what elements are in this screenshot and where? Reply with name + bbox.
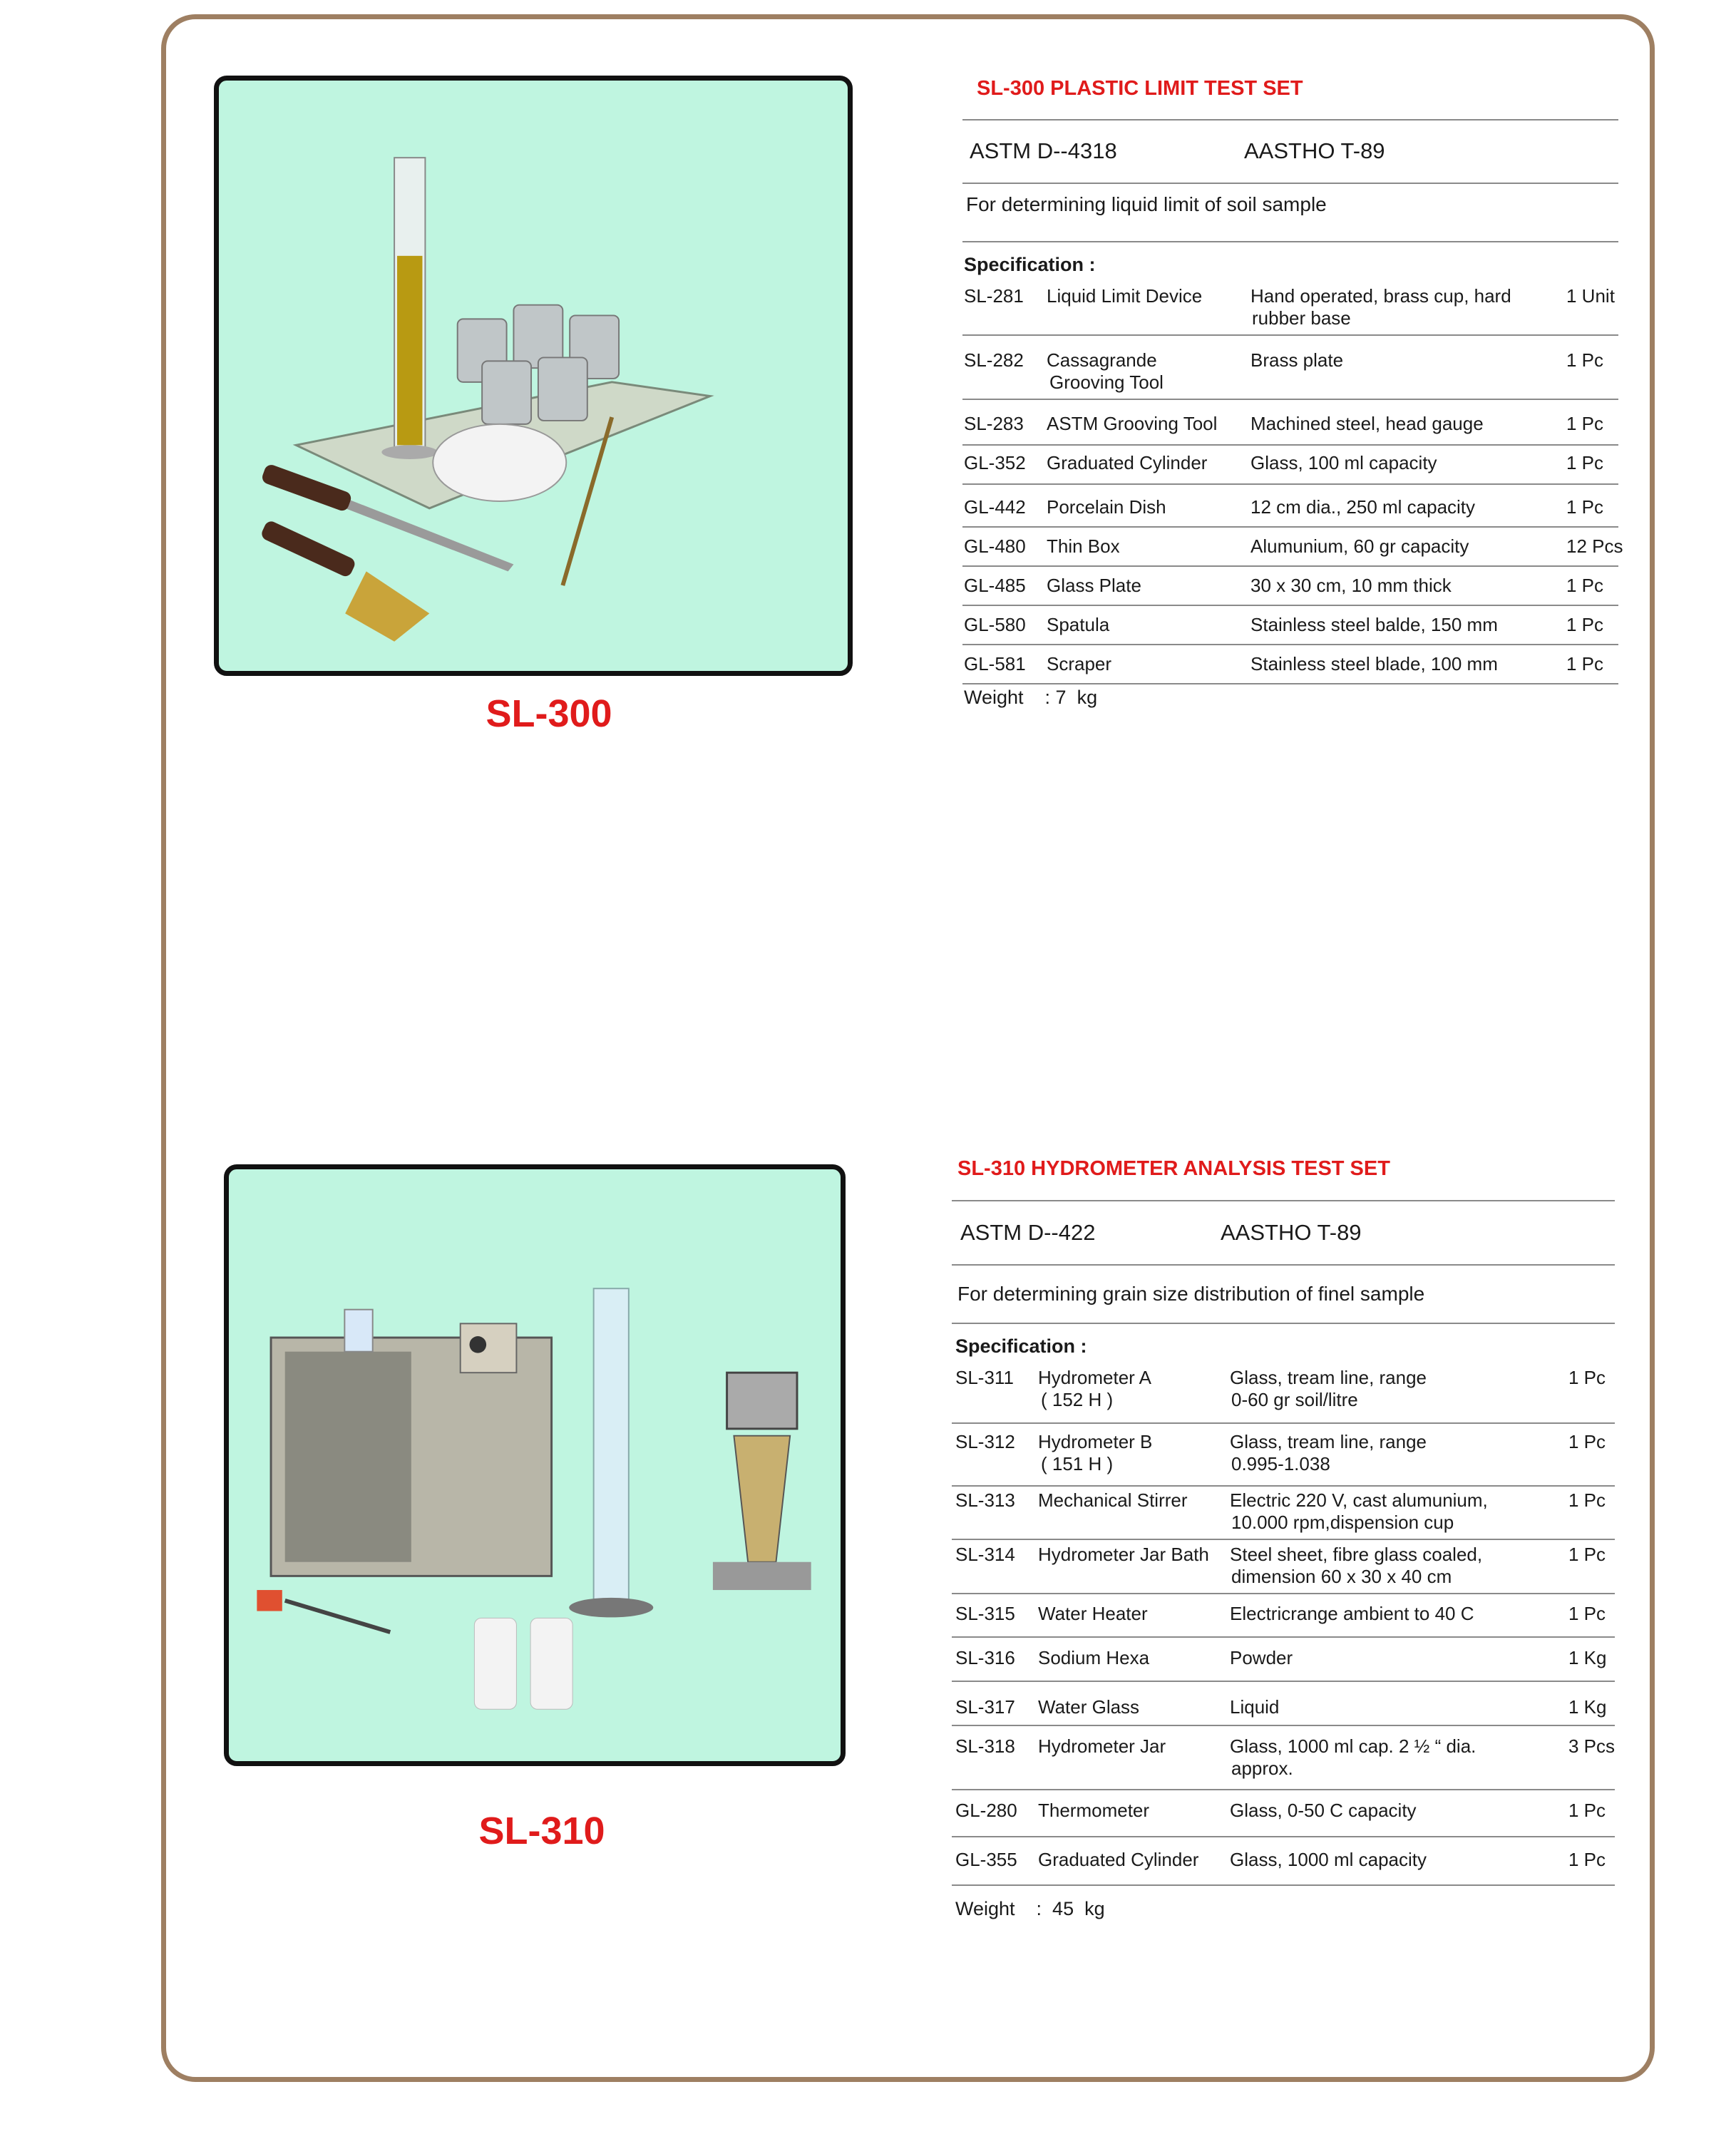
item-quantity: 1 Pc <box>1566 653 1604 674</box>
item-quantity: 12 Pcs <box>1566 535 1623 557</box>
item-description-line2: approx. <box>1231 1758 1293 1779</box>
divider <box>962 334 1618 336</box>
spec-row <box>955 1603 1633 1653</box>
item-quantity: 1 Pc <box>1568 1603 1606 1624</box>
divider <box>952 1836 1615 1837</box>
item-name: Hydrometer Jar Bath <box>1038 1544 1209 1565</box>
item-description-line2: 10.000 rpm,dispension cup <box>1231 1512 1454 1533</box>
divider <box>952 1323 1615 1324</box>
sl310-product-photo <box>224 1164 846 1766</box>
item-name: Sodium Hexa <box>1038 1647 1150 1668</box>
sl310-description: For determining grain size distribution of finel sample <box>957 1283 1425 1305</box>
item-code: SL-313 <box>955 1489 1015 1511</box>
divider <box>952 1593 1615 1594</box>
divider <box>962 444 1618 446</box>
item-quantity: 1 Pc <box>1568 1489 1606 1511</box>
item-name: Water Glass <box>1038 1696 1140 1718</box>
spec-row <box>955 1544 1633 1594</box>
sl310-aastho-standard: AASTHO T-89 <box>1221 1220 1362 1245</box>
spec-row <box>955 1489 1633 1539</box>
item-name: ASTM Grooving Tool <box>1047 413 1218 434</box>
divider <box>962 526 1618 528</box>
sl310-weight: Weight : 45 kg <box>955 1898 1105 1919</box>
item-description: Powder <box>1230 1647 1293 1668</box>
item-name: Thermometer <box>1038 1800 1150 1821</box>
sl300-spec-label: Specification : <box>964 254 1096 275</box>
item-description: Stainless steel balde, 150 mm <box>1250 614 1498 635</box>
item-quantity: 1 Pc <box>1568 1800 1606 1821</box>
item-code: SL-318 <box>955 1735 1015 1757</box>
item-code: SL-311 <box>955 1367 1014 1388</box>
spec-row <box>964 285 1641 335</box>
item-description: Glass, 1000 ml capacity <box>1230 1849 1427 1870</box>
divider <box>962 483 1618 485</box>
item-name: Hydrometer Jar <box>1038 1735 1166 1757</box>
divider <box>952 1485 1615 1487</box>
divider <box>952 1422 1615 1424</box>
item-description: Hand operated, brass cup, hard <box>1250 285 1511 307</box>
item-description: Glass, tream line, range <box>1230 1367 1427 1388</box>
item-code: GL-355 <box>955 1849 1017 1870</box>
item-code: GL-352 <box>964 452 1026 473</box>
item-name: Mechanical Stirrer <box>1038 1489 1188 1511</box>
item-name: Thin Box <box>1047 535 1120 557</box>
divider <box>952 1636 1615 1638</box>
item-description: 12 cm dia., 250 ml capacity <box>1250 496 1476 518</box>
item-name: Spatula <box>1047 614 1110 635</box>
spec-row <box>955 1647 1633 1697</box>
item-quantity: 1 Pc <box>1566 413 1604 434</box>
sl310-model-label: SL-310 <box>478 1810 605 1852</box>
divider <box>952 1725 1615 1726</box>
item-code: SL-312 <box>955 1431 1015 1452</box>
item-code: SL-281 <box>964 285 1024 307</box>
sl300-product-photo <box>214 76 853 676</box>
divider <box>952 1789 1615 1790</box>
item-name: Graduated Cylinder <box>1047 452 1208 473</box>
item-quantity: 1 Pc <box>1566 349 1604 371</box>
item-code: GL-485 <box>964 575 1026 596</box>
item-name-line2: ( 152 H ) <box>1041 1389 1114 1410</box>
sl300-title: SL-300 PLASTIC LIMIT TEST SET <box>977 77 1303 100</box>
divider <box>962 565 1618 567</box>
item-quantity: 1 Kg <box>1568 1647 1607 1668</box>
item-name-line2: Grooving Tool <box>1049 371 1164 393</box>
sl300-aastho-standard: AASTHO T-89 <box>1244 138 1385 163</box>
item-name: Porcelain Dish <box>1047 496 1166 518</box>
item-description: Glass, 0-50 C capacity <box>1230 1800 1417 1821</box>
sl310-title: SL-310 HYDROMETER ANALYSIS TEST SET <box>957 1157 1390 1180</box>
divider <box>962 241 1618 242</box>
sl310-spec-label: Specification : <box>955 1335 1087 1357</box>
item-name: Glass Plate <box>1047 575 1141 596</box>
sl300-description: For determining liquid limit of soil sample <box>966 193 1327 215</box>
item-quantity: 1 Pc <box>1568 1431 1606 1452</box>
spec-row <box>964 349 1641 399</box>
item-quantity: 1 Pc <box>1568 1544 1606 1565</box>
divider <box>962 399 1618 400</box>
item-code: SL-314 <box>955 1544 1015 1565</box>
item-description: Glass, tream line, range <box>1230 1431 1427 1452</box>
item-description: Alumunium, 60 gr capacity <box>1250 535 1469 557</box>
divider <box>962 644 1618 645</box>
item-description-line2: 0-60 gr soil/litre <box>1231 1389 1358 1410</box>
item-quantity: 1 Pc <box>1566 452 1604 473</box>
divider <box>962 605 1618 606</box>
sl300-model-label: SL-300 <box>486 692 612 735</box>
item-quantity: 3 Pcs <box>1568 1735 1616 1757</box>
item-description: Machined steel, head gauge <box>1250 413 1484 434</box>
item-description: Glass, 100 ml capacity <box>1250 452 1437 473</box>
item-code: GL-480 <box>964 535 1026 557</box>
item-description: 30 x 30 cm, 10 mm thick <box>1250 575 1452 596</box>
item-name-line2: ( 151 H ) <box>1041 1453 1114 1474</box>
item-name: Graduated Cylinder <box>1038 1849 1199 1870</box>
item-description-line2: dimension 60 x 30 x 40 cm <box>1231 1566 1452 1587</box>
spec-row <box>955 1735 1633 1785</box>
item-description-line2: 0.995-1.038 <box>1231 1453 1330 1474</box>
item-name: Cassagrande <box>1047 349 1157 371</box>
divider <box>952 1884 1615 1886</box>
item-quantity: 1 Unit <box>1566 285 1615 307</box>
item-quantity: 1 Pc <box>1566 496 1604 518</box>
item-code: GL-442 <box>964 496 1026 518</box>
item-description: Liquid <box>1230 1696 1280 1718</box>
divider <box>952 1539 1615 1540</box>
item-name: Liquid Limit Device <box>1047 285 1203 307</box>
item-code: GL-580 <box>964 614 1026 635</box>
divider <box>952 1264 1615 1266</box>
item-code: SL-282 <box>964 349 1024 371</box>
item-description-line2: rubber base <box>1252 307 1351 329</box>
item-description: Steel sheet, fibre glass coaled, <box>1230 1544 1483 1565</box>
item-description: Electricrange ambient to 40 C <box>1230 1603 1474 1624</box>
spec-row <box>955 1800 1633 1850</box>
sl300-weight: Weight : 7 kg <box>964 687 1098 708</box>
item-description: Electric 220 V, cast alumunium, <box>1230 1489 1488 1511</box>
divider <box>962 683 1618 684</box>
item-description: Stainless steel blade, 100 mm <box>1250 653 1498 674</box>
divider <box>962 183 1618 184</box>
divider <box>962 119 1618 120</box>
item-quantity: 1 Pc <box>1568 1367 1606 1388</box>
divider <box>952 1681 1615 1682</box>
item-code: SL-315 <box>955 1603 1015 1624</box>
item-quantity: 1 Pc <box>1566 575 1604 596</box>
sl300-astm-standard: ASTM D--4318 <box>970 138 1117 163</box>
item-quantity: 1 Pc <box>1568 1849 1606 1870</box>
item-code: SL-283 <box>964 413 1024 434</box>
item-code: GL-280 <box>955 1800 1017 1821</box>
divider <box>952 1200 1615 1201</box>
spec-row <box>955 1431 1633 1481</box>
item-description: Brass plate <box>1250 349 1344 371</box>
spec-row <box>955 1367 1633 1417</box>
item-name: Water Heater <box>1038 1603 1148 1624</box>
item-quantity: 1 Kg <box>1568 1696 1607 1718</box>
item-quantity: 1 Pc <box>1566 614 1604 635</box>
spec-row <box>955 1849 1633 1899</box>
item-description: Glass, 1000 ml cap. 2 ½ “ dia. <box>1230 1735 1476 1757</box>
item-name: Hydrometer B <box>1038 1431 1153 1452</box>
item-code: SL-317 <box>955 1696 1015 1718</box>
item-code: SL-316 <box>955 1647 1015 1668</box>
item-name: Scraper <box>1047 653 1112 674</box>
sl310-astm-standard: ASTM D--422 <box>960 1220 1096 1245</box>
spec-row <box>964 452 1641 502</box>
item-name: Hydrometer A <box>1038 1367 1151 1388</box>
item-code: GL-581 <box>964 653 1026 674</box>
